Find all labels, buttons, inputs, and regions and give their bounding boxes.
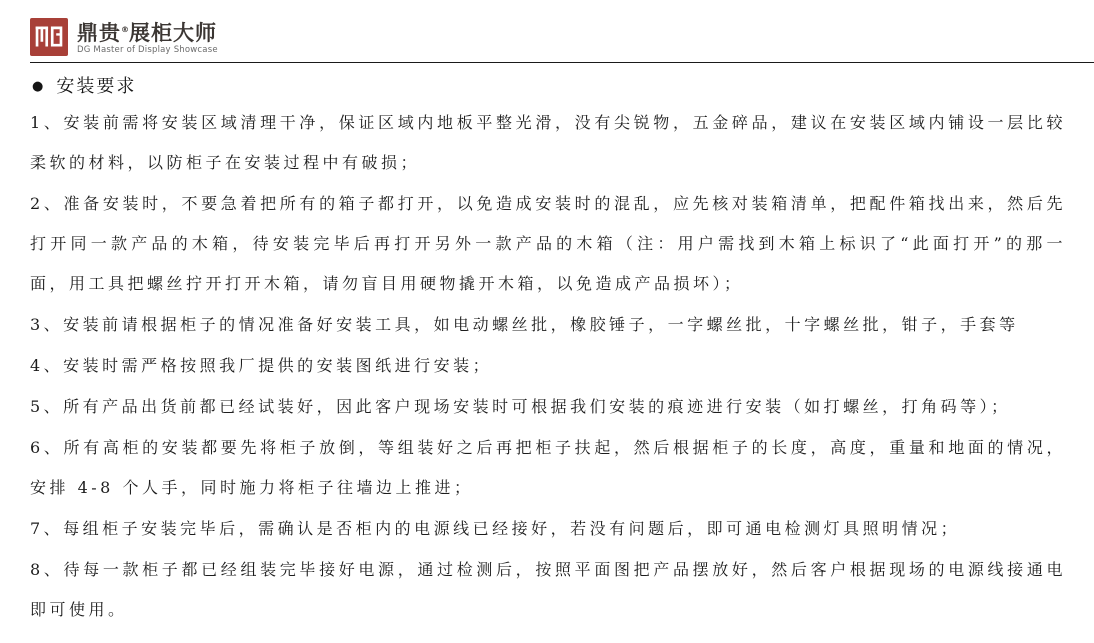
- section-title: 安装要求: [56, 76, 137, 97]
- brand-name-rest: 展柜大师: [129, 21, 217, 45]
- bullet-icon: ●: [32, 79, 44, 94]
- instruction-item-7: 7、每组柜子安装完毕后，需确认是否柜内的电源线已经接好，若没有问题后，即可通电检测灯具照明情况；: [30, 519, 961, 538]
- section-heading: [32, 74, 1066, 100]
- instruction-item-6: 6、所有高柜的安装都要先将柜子放倒，等组装好之后再把柜子扶起，然后根据柜子的长度，高度，重量和地面的情况，安排 4-8 个人手，同时施力将柜子往墙边上推进；: [30, 438, 1066, 497]
- instruction-item-2: 2、准备安装时，不要急着把所有的箱子都打开，以免造成安装时的混乱，应先核对装箱清单，把配件箱找出来，然后先打开同一款产品的木箱，待安装完毕后再打开另外一款产品的木箱（注：用户需找到木箱上标识了“此面打开”的那一面，用工具把螺丝拧开打开木箱，请勿盲目用硬物撬开木箱，以免造成产品损坏）；: [30, 194, 1066, 293]
- dg-monogram-icon: [30, 17, 68, 57]
- registered-trademark-mark: ®: [121, 25, 129, 34]
- brand-name: [77, 18, 218, 45]
- logo-header: [30, 14, 1066, 60]
- header-divider: [30, 62, 1094, 63]
- instruction-item-5: 5、所有产品出货前都已经试装好，因此客户现场安装时可根据我们安装的痕迹进行安装（如打螺丝，打角码等）；: [30, 397, 1011, 416]
- brand-name-first: 鼎贵: [77, 21, 121, 45]
- instruction-item-1: 1、安装前需将安装区域清理干净，保证区域内地板平整光滑，没有尖锐物，五金碎品，建议在安装区域内铺设一层比较柔软的材料，以防柜子在安装过程中有破损；: [30, 113, 1066, 172]
- logo-text-block: [77, 18, 218, 56]
- instruction-item-4: 4、安装时需严格按照我厂提供的安装图纸进行安装；: [30, 356, 493, 375]
- instruction-list: [30, 103, 1066, 630]
- instruction-item-3: 3、安装前请根据柜子的情况准备好安装工具，如电动螺丝批，橡胶锤子，一字螺丝批，十字螺丝批，钳子，手套等: [30, 315, 1019, 334]
- brand-tagline: DG Master of Display Showcase: [77, 45, 218, 55]
- instruction-item-8: 8、待每一款柜子都已经组装完毕接好电源，通过检测后，按照平面图把产品摆放好，然后客户根据现场的电源线接通电即可使用。: [30, 560, 1066, 619]
